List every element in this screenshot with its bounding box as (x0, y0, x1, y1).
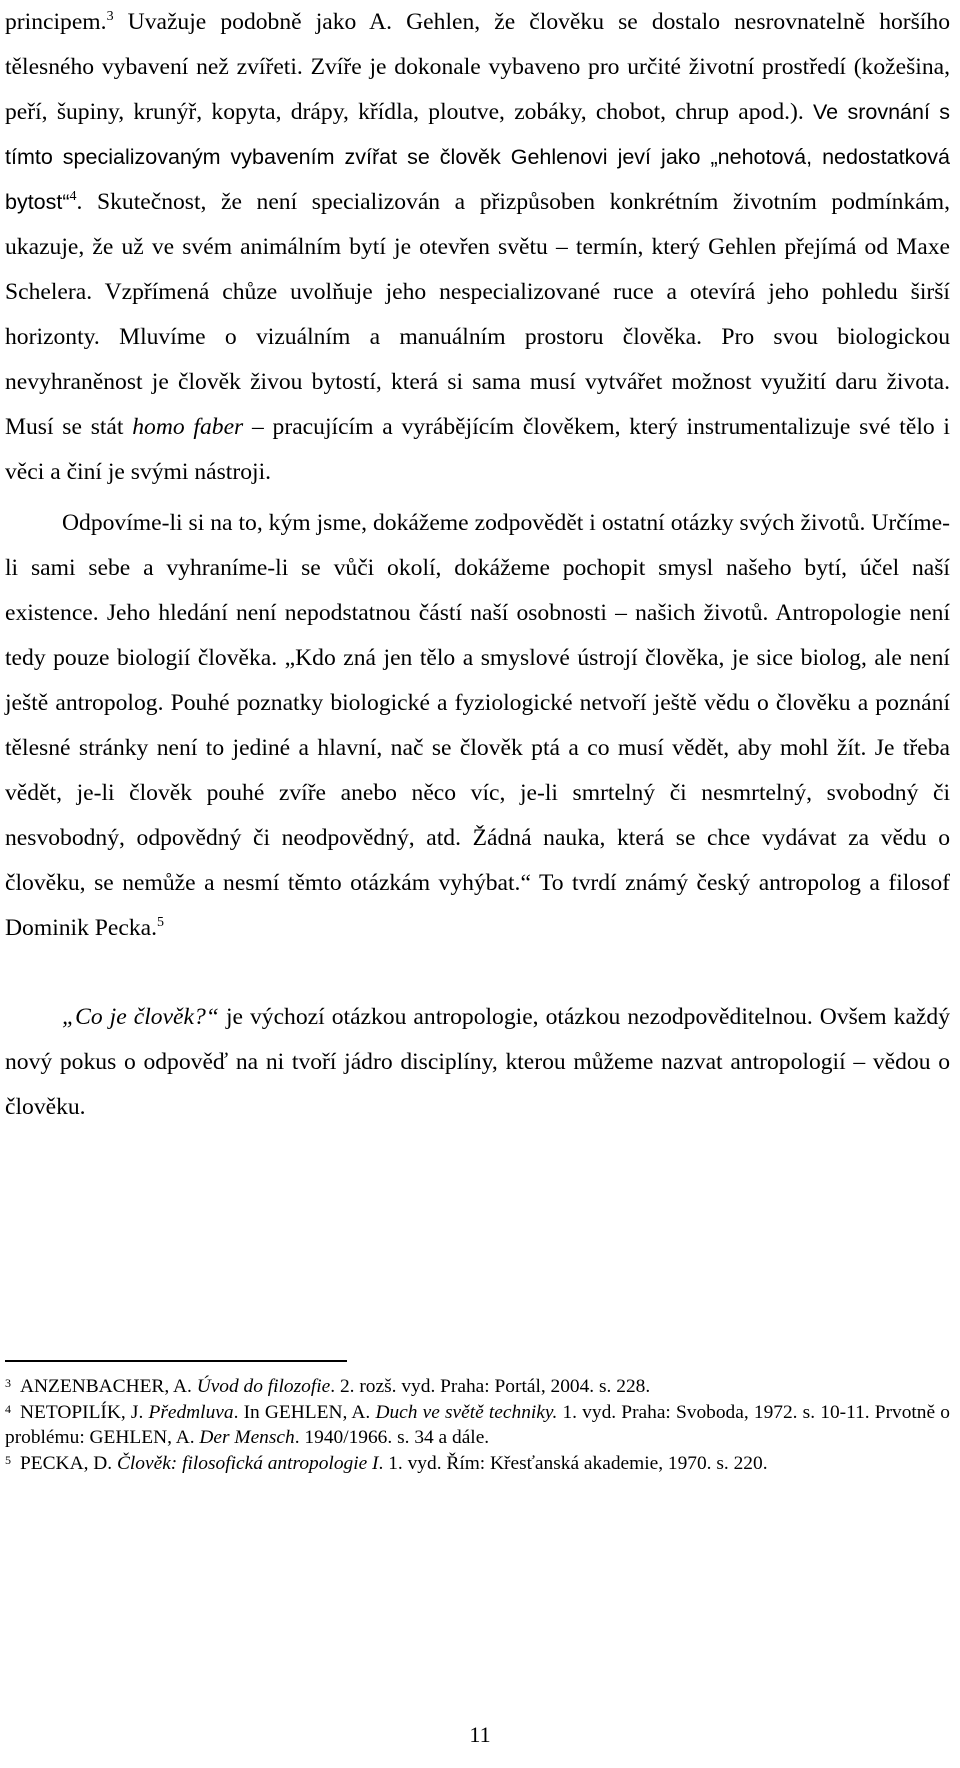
footnote-4 (5, 1400, 950, 1451)
footnote-title: Úvod do filozofie (196, 1376, 331, 1397)
footnote-text: PECKA, D. (20, 1452, 117, 1474)
footnote-title: Předmluva (148, 1401, 234, 1423)
footnote-text: ANZENBACHER, A. (20, 1376, 197, 1397)
footnote-ref-5[interactable]: 5 (157, 915, 165, 931)
footnote-title: Člověk: filosofická antropologie I (116, 1452, 379, 1474)
italic-term: homo faber (132, 414, 244, 440)
footnote-text: . 1. vyd. Řím: Křesťanská akademie, 1970. s. 220. (378, 1452, 768, 1474)
footnote-ref-4[interactable]: 4 (69, 189, 77, 205)
paragraph-1 (5, 0, 950, 495)
footnote-text: . 2. rozš. vyd. Praha: Portál, 2004. s. 228. (330, 1376, 651, 1397)
footnotes (5, 1374, 950, 1476)
paragraph-2 (5, 501, 950, 951)
footnote-ref-3[interactable]: 3 (106, 9, 114, 25)
text-run: principem. (5, 9, 107, 35)
text-run: . Skutečnost, že není specializován a přizpůsoben konkrétním životním podmínkám, ukazuje, že už ve svém animálním bytí je otevřen světu – termín, který Gehlen přejímá od Maxe Schelera. Vzpřímená chůze uvolňuje jeho nespecializované ruce a otevírá jeho pohledu širší horizonty. Mluvíme o vizuálním a manuálním prostoru člověka. Pro svou biologickou nevyhraněnost je člověk živou bytostí, která si sama musí vytvářet možnost využití daru života. Musí se stát (5, 189, 950, 440)
footnote-3 (5, 1374, 950, 1400)
text-run: je výchozí otázkou antropologie, otázkou nezodpověditelnou. Ovšem každý nový pokus o odpověď na ni tvoří jádro disciplíny, kterou můžeme nazvat antropologií – vědou o člověku. (5, 1004, 950, 1120)
text-run: Odpovíme-li si na to, kým jsme, dokážeme zodpovědět i ostatní otázky svých životů. Určíme-li sami sebe a vyhraníme-li se vůči okolí, dokážeme pochopit smysl našeho bytí, účel naší existence. Jeho hledání není nepodstatnou částí naší osobnosti – našich životů. Antropologie není tedy pouze biologií člověka. „Kdo zná jen tělo a smyslové ústrojí člověka, je sice biolog, ale není ještě antropolog. Pouhé poznatky biologické a fyziologické netvoří ještě vědu o člověku a poznání tělesné stránky není to jediné a hlavní, nač se člověk ptá a co musí vědět, aby mohl žít. Je třeba vědět, je-li člověk pouhé zvíře anebo něco víc, je-li smrtelný či nesmrtelný, svobodný či nesvobodný, odpovědný či neodpovědný, atd. Žádná nauka, která se chce vydávat za vědu o člověku, se nemůže a nesmí těmto otázkám vyhýbat.“ To tvrdí známý český antropolog a filosof Dominik Pecka. (5, 510, 950, 941)
footnote-number: 3 (5, 1376, 11, 1390)
footnote-number: 5 (5, 1452, 11, 1467)
footnote-text: NETOPILÍK, J. (20, 1401, 149, 1423)
footnote-title: Duch ve světě techniky. (375, 1401, 558, 1423)
document-page (5, 0, 950, 1130)
text-run: – pracujícím a vyrábějícím člověkem, který instrumentalizuje své tělo i věci a činí je svými nástroji. (5, 414, 950, 485)
paragraph-3 (5, 995, 950, 1130)
footnote-text: . 1940/1966. s. 34 a dále. (294, 1427, 490, 1448)
italic-question: „Co je člověk?“ (62, 1004, 219, 1030)
footnote-separator (5, 1360, 347, 1362)
footnote-text: 1. vyd. Praha: Svoboda, 1972. s. 10-11. Prvotně o problému: GEHLEN, A. (5, 1401, 950, 1448)
footnote-5 (5, 1451, 950, 1477)
page-number: 11 (469, 1722, 491, 1747)
footnote-number: 4 (5, 1401, 11, 1416)
footnote-text: . In GEHLEN, A. (233, 1401, 376, 1423)
text-run-sans: Ve srovnání s tímto specializovaným vybavením zvířat se člověk Gehlenovi jeví jako „nehotová, nedostatková bytost“ (5, 100, 950, 214)
text-run: Uvažuje podobně jako A. Gehlen, že člověku se dostalo nesrovnatelně horšího tělesného vybavení než zvířeti. Zvíře je dokonale vybaveno pro určité životní prostředí (kožešina, peří, šupiny, krunýř, kopyta, drápy, křídla, ploutve, zobáky, chobot, chrup apod.). (5, 9, 950, 125)
footnote-title: Der Mensch (199, 1427, 295, 1448)
